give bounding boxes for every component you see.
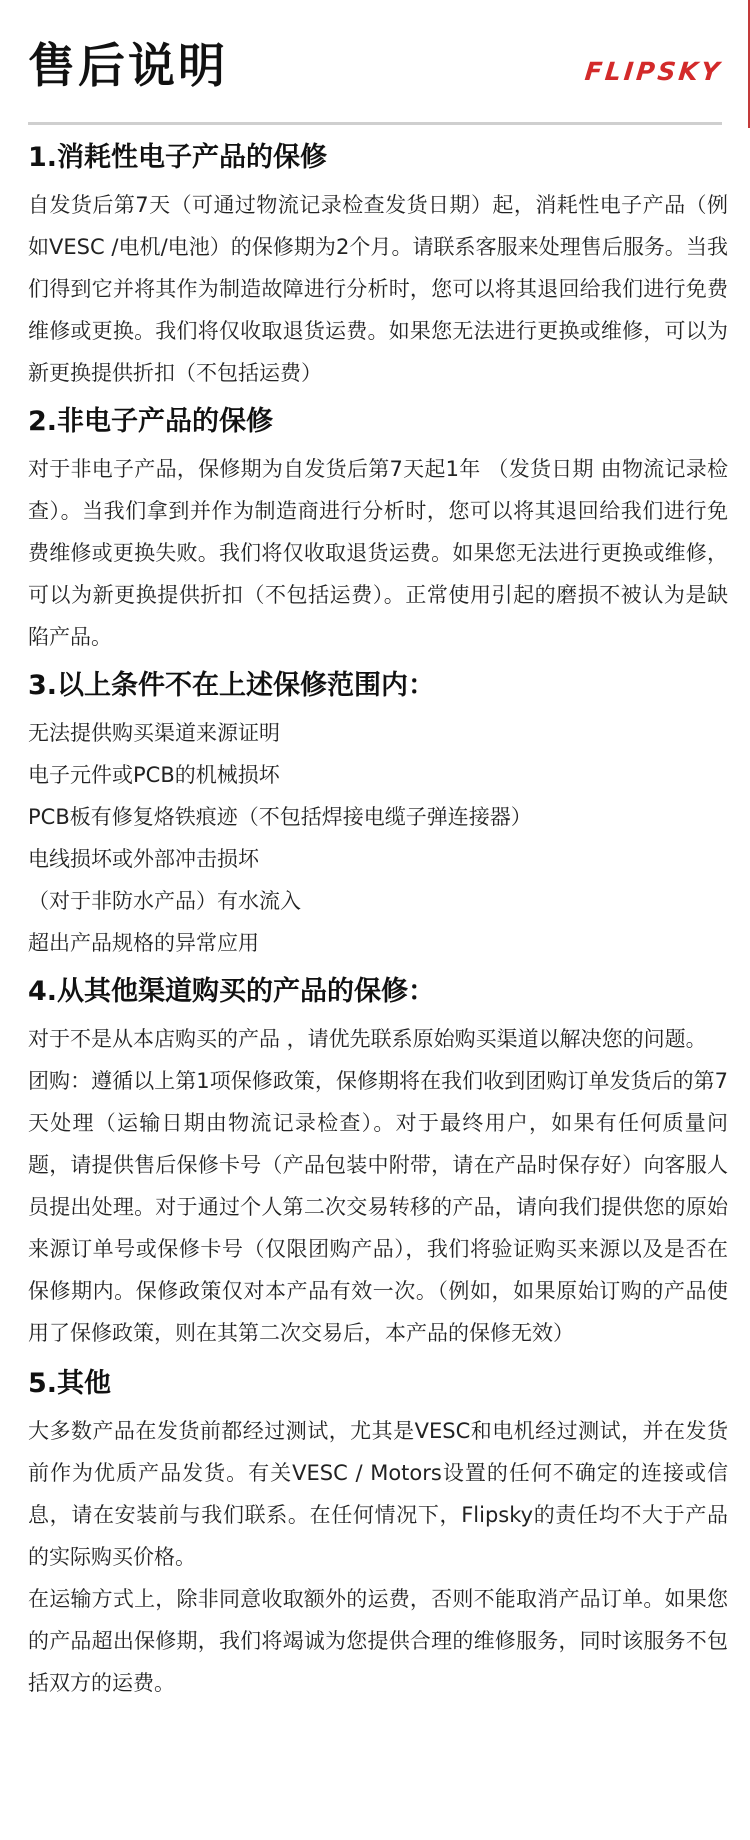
logo-text: FLIPSKY: [583, 57, 724, 86]
section-paragraph: 大多数产品在发货前都经过测试，尤其是VESC和电机经过测试，并在发货前作为优质产品发货。有关VESC / Motors设置的任何不确定的连接或信息，请在安装前与我们联系。在任何情况下，Flipsky的责任均不大于产品的实际购买价格。: [28, 1419, 728, 1569]
section-paragraph: 对于非电子产品，保修期为自发货后第7天起1年 （发货日期 由物流记录检查）。当我们拿到并作为制造商进行分析时，您可以将其退回给我们进行免费维修或更换失败。我们将仅收取退货运费。如果您无法进行更换或维修，可以为新更换提供折扣（不包括运费）。正常使用引起的磨损不被认为是缺陷产品。: [28, 457, 728, 649]
list-item: 超出产品规格的异常应用: [28, 931, 259, 955]
section-heading: 1.消耗性电子产品的保修: [28, 142, 328, 173]
section-consumable-warranty: [28, 138, 728, 394]
list-item: （对于非防水产品）有水流入: [28, 889, 301, 913]
list-item: 无法提供购买渠道来源证明: [28, 721, 280, 745]
content: [28, 138, 728, 1712]
section-paragraph: 团购：遵循以上第1项保修政策，保修期将在我们收到团购订单发货后的第7天处理（运输日期由物流记录检查）。对于最终用户，如果有任何质量问题，请提供售后保修卡号（产品包装中附带，请在产品时保存好）向客服人员提出处理。对于通过个人第二次交易转移的产品，请向我们提供您的原始来源订单号或保修卡号（仅限团购产品），我们将验证购买来源以及是否在保修期内。保修政策仅对本产品有效一次。（例如，如果原始订购的产品使用了保修政策，则在其第二次交易后，本产品的保修无效）: [28, 1069, 728, 1345]
section-heading: 5.其他: [28, 1368, 112, 1399]
section-paragraph: 自发货后第7天（可通过物流记录检查发货日期）起，消耗性电子产品（例如VESC /电机/电池）的保修期为2个月。请联系客服来处理售后服务。当我们得到它并将其作为制造故障进行分析时，您可以将其退回给我们进行免费维修或更换。我们将仅收取退货运费。如果您无法进行更换或维修，可以为新更换提供折扣（不包括运费）: [28, 193, 728, 385]
list-item: PCB板有修复烙铁痕迹（不包括焊接电缆子弹连接器）: [28, 805, 532, 829]
section-paragraph: 在运输方式上，除非同意收取额外的运费，否则不能取消产品订单。如果您的产品超出保修期，我们将竭诚为您提供合理的维修服务，同时该服务不包括双方的运费。: [28, 1587, 728, 1695]
list-item: 电子元件或PCB的机械损坏: [28, 763, 280, 787]
section-paragraph: 对于不是从本店购买的产品 ，请优先联系原始购买渠道以解决您的问题。: [28, 1027, 707, 1051]
header-divider: [28, 122, 722, 125]
section-heading: 4.从其他渠道购买的产品的保修：: [28, 976, 436, 1007]
flipsky-logo: [583, 58, 723, 86]
section-other: [28, 1364, 728, 1704]
section-non-electronic-warranty: [28, 402, 728, 658]
page-title: 售后说明: [28, 39, 228, 94]
section-heading: 3.以上条件不在上述保修范围内：: [28, 670, 436, 701]
section-other-channels: [28, 972, 728, 1354]
page-header: [28, 34, 722, 104]
section-heading: 2.非电子产品的保修: [28, 406, 274, 437]
section-exclusions: [28, 666, 728, 964]
list-item: 电线损坏或外部冲击损坏: [28, 847, 259, 871]
